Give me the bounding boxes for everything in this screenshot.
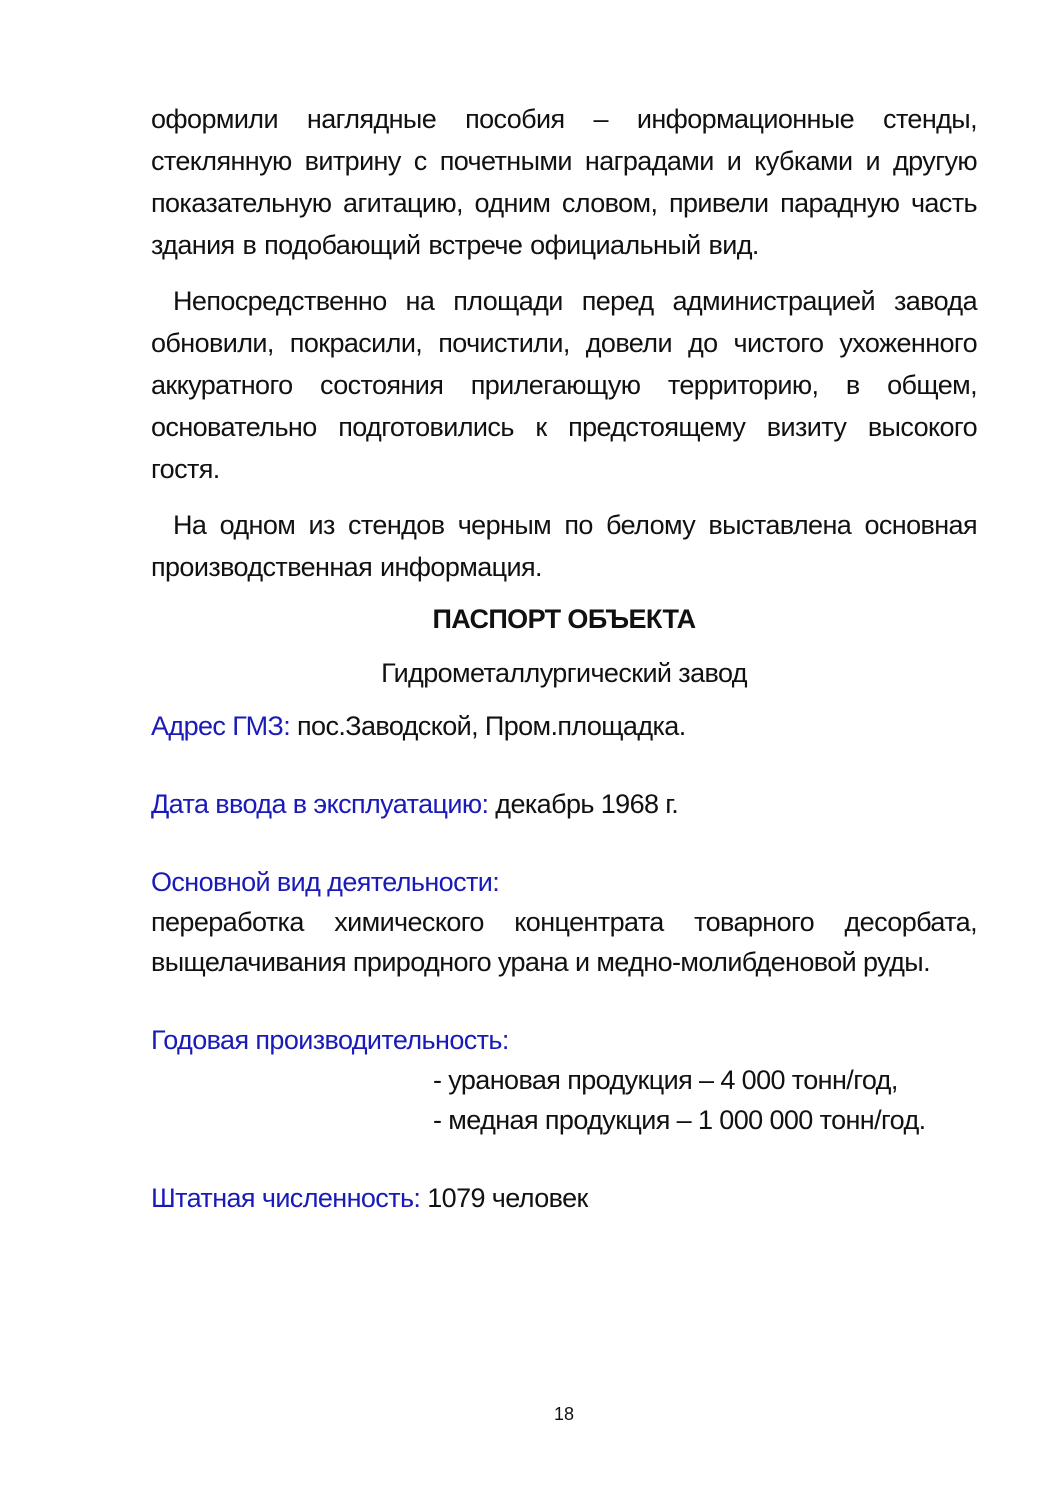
passport-title: ПАСПОРТ ОБЪЕКТА — [432, 604, 696, 634]
activity-field — [151, 862, 977, 902]
page-number: 18 — [553, 1404, 575, 1424]
commissioning-field — [151, 784, 977, 824]
capacity-list — [433, 1060, 977, 1140]
capacity-field — [151, 1020, 977, 1060]
staff-label: Штатная численность: — [151, 1183, 421, 1213]
address-value: пос.Заводской, Пром.площадка. — [290, 711, 686, 741]
staff-value: 1079 человек — [420, 1183, 588, 1213]
activity-value: переработка химического концентрата товарного десорбата, выщелачивания природного урана и медно-молибденовой руды. — [151, 907, 977, 977]
paragraph-1: оформили наглядные пособия – информационные стенды, стеклянную витрину с почетными наградами и кубками и другую показательную агитацию, одним словом, привели парадную часть здания в подобающий встрече официальный вид. — [151, 104, 977, 260]
document-page — [151, 98, 977, 1218]
staff-field — [151, 1178, 977, 1218]
spacer — [151, 746, 977, 784]
spacer — [151, 982, 977, 1020]
capacity-label: Годовая производительность: — [151, 1025, 509, 1055]
paragraph-2: Непосредственно на площади перед администрацией завода обновили, покрасили, почистили, довели до чистого ухоженного аккуратного состояния прилегающую территорию, в общем, основательно подготовились к предстоящему визиту высокого гостя. — [151, 286, 977, 484]
spacer — [151, 824, 977, 862]
spacer — [151, 1140, 977, 1178]
commissioning-value: декабрь 1968 г. — [488, 789, 679, 819]
passport-subtitle: Гидрометаллургический завод — [381, 658, 747, 688]
address-label: Адрес ГМЗ: — [151, 711, 291, 741]
capacity-item-uranium: - урановая продукция – 4 000 тонн/год, — [433, 1065, 898, 1095]
activity-label: Основной вид деятельности: — [151, 867, 500, 897]
commissioning-label: Дата ввода в эксплуатацию: — [151, 789, 489, 819]
address-field — [151, 706, 977, 746]
capacity-item-copper: - медная продукция – 1 000 000 тонн/год. — [433, 1105, 926, 1135]
paragraph-3: На одном из стендов черным по белому выставлена основная производственная информация. — [151, 510, 977, 582]
